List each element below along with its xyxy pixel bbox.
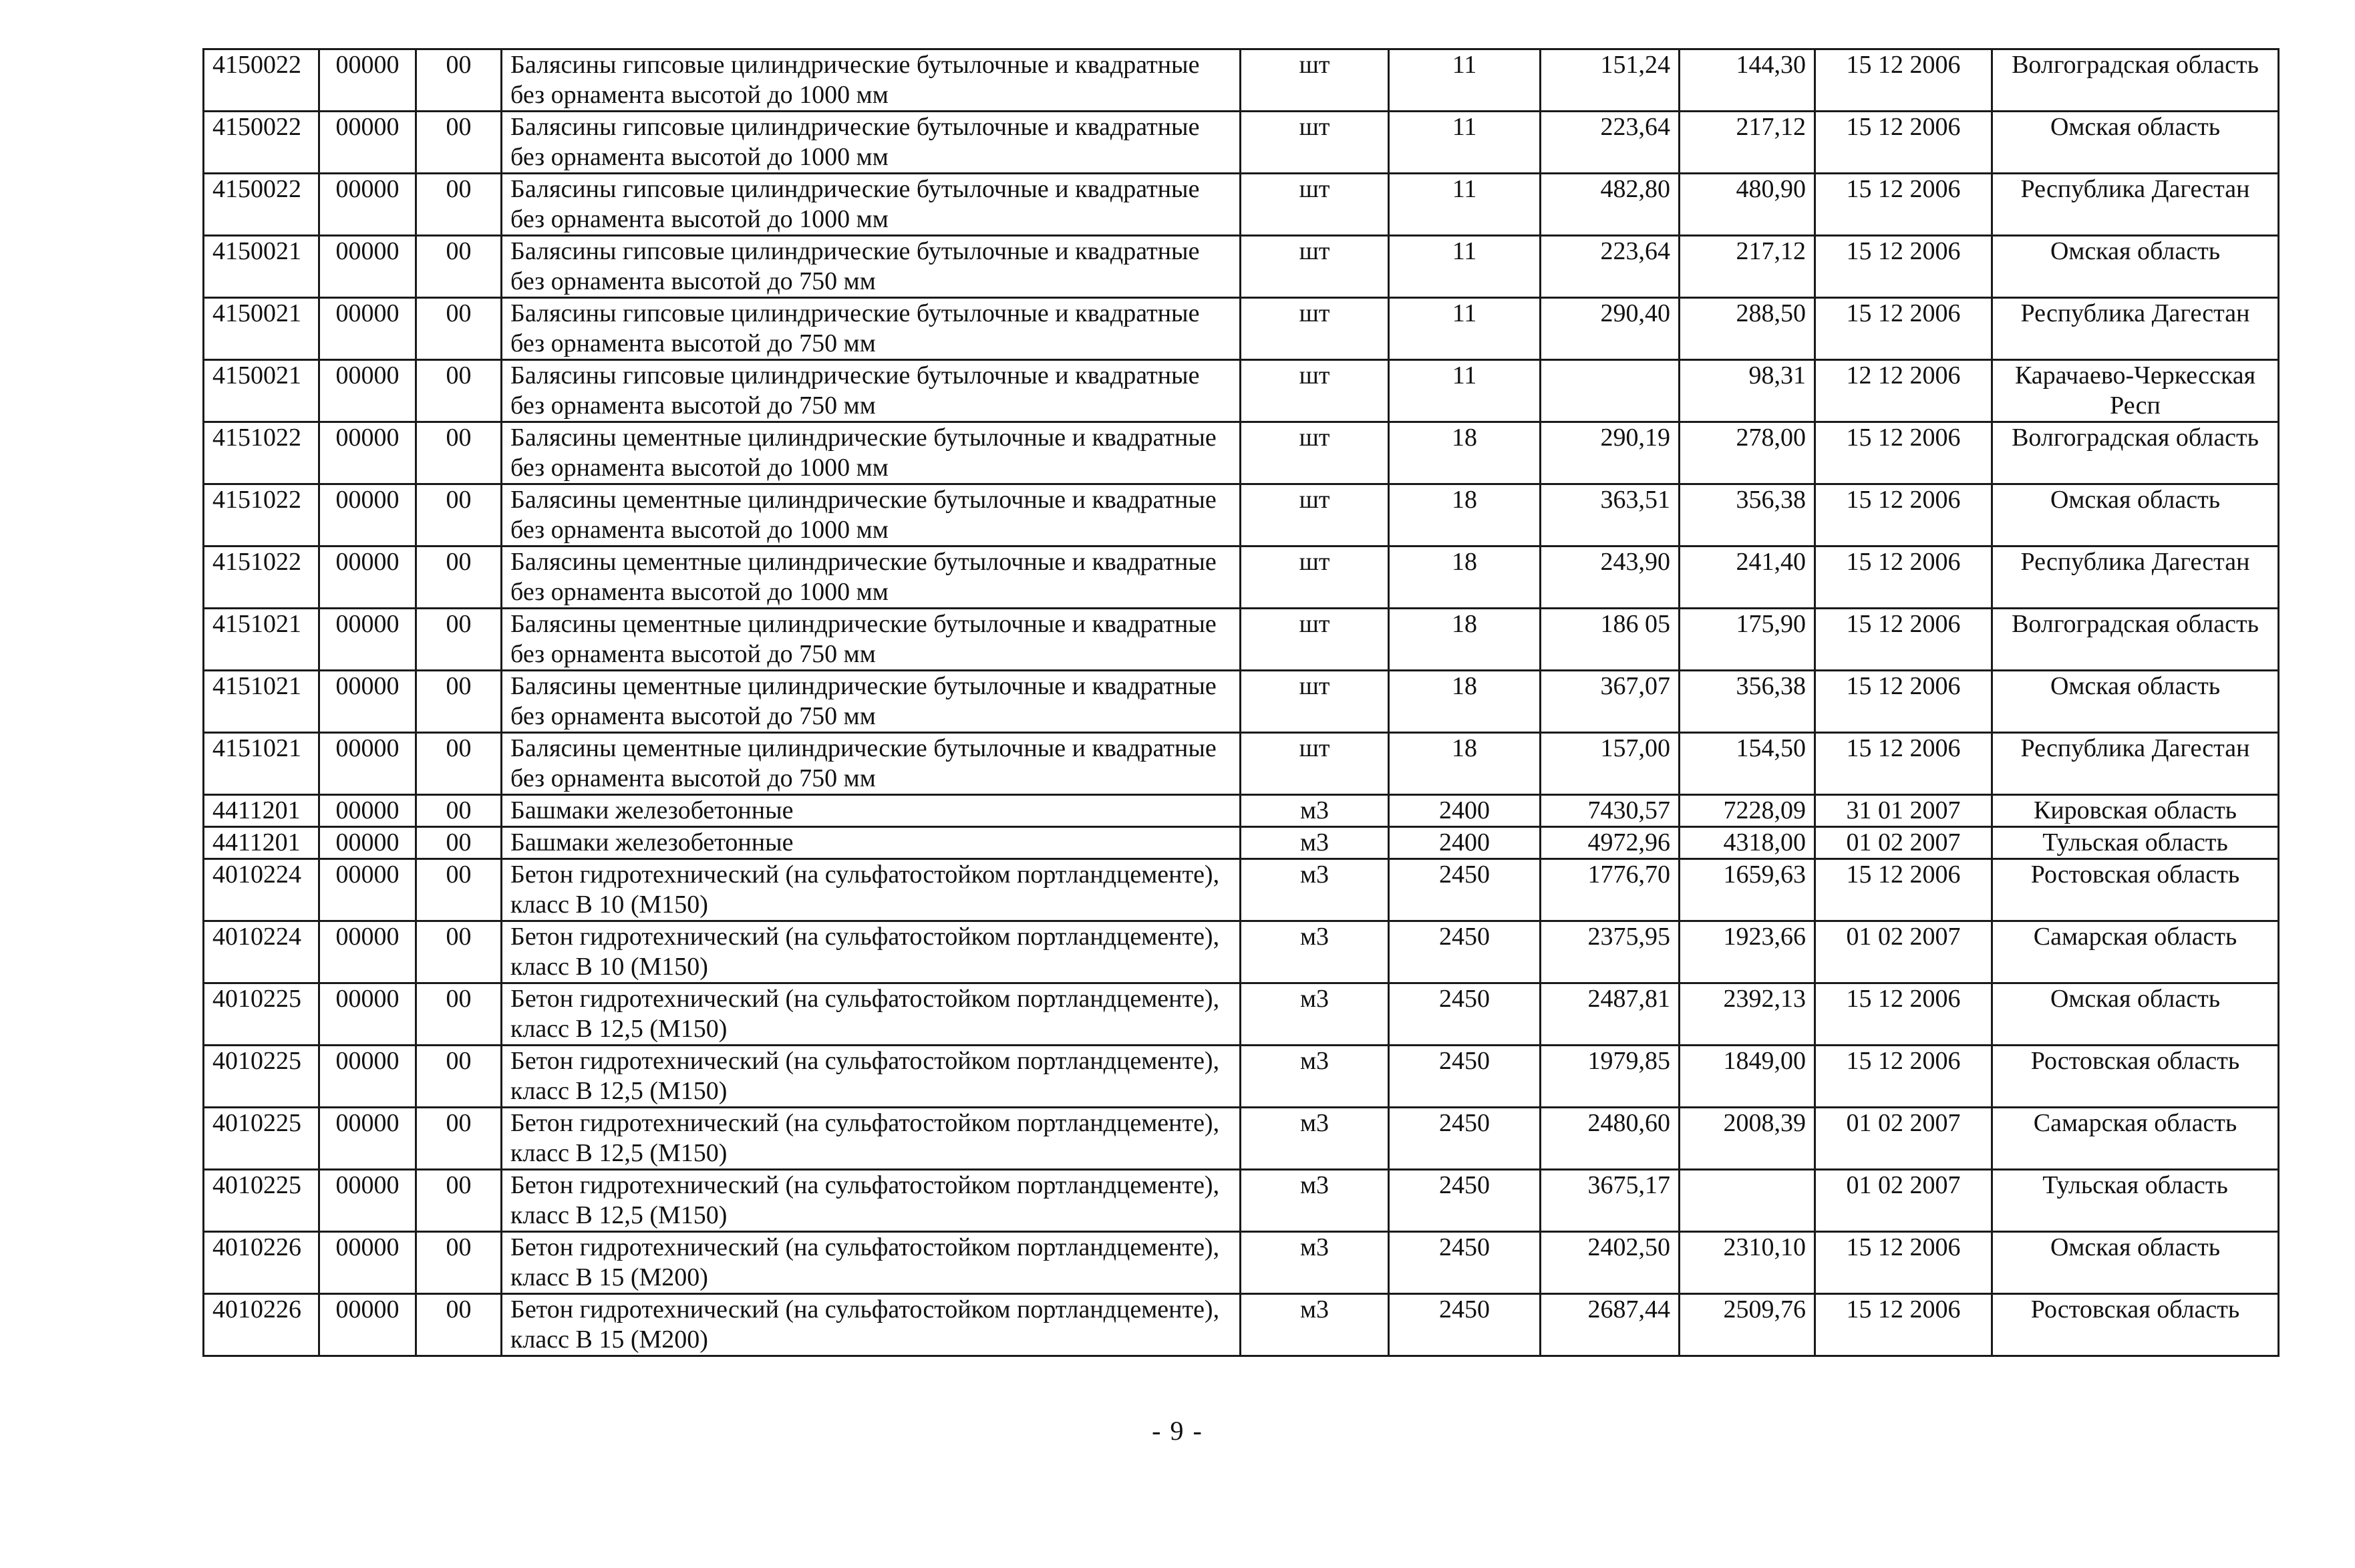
suffix-cell: 00 — [416, 484, 502, 546]
subcode-cell: 00000 — [319, 733, 416, 795]
region-cell: Самарская область — [1992, 1108, 2279, 1170]
suffix-cell: 00 — [416, 49, 502, 112]
subcode-cell: 00000 — [319, 921, 416, 983]
unit-cell: шт — [1241, 174, 1389, 236]
region-cell: Республика Дагестан — [1992, 298, 2279, 360]
unit-cell: м3 — [1241, 859, 1389, 921]
price-current-cell: 2402,50 — [1541, 1232, 1680, 1294]
subcode-cell: 00000 — [319, 1170, 416, 1232]
date-cell: 15 12 2006 — [1815, 1294, 1992, 1356]
region-cell: Волгоградская область — [1992, 49, 2279, 112]
price-base-cell: 2008,39 — [1680, 1108, 1815, 1170]
weight-cell: 2450 — [1389, 1170, 1541, 1232]
weight-cell: 18 — [1389, 546, 1541, 609]
suffix-cell: 00 — [416, 546, 502, 609]
weight-cell: 2450 — [1389, 1108, 1541, 1170]
unit-cell: шт — [1241, 49, 1389, 112]
suffix-cell: 00 — [416, 921, 502, 983]
region-cell: Омская область — [1992, 983, 2279, 1046]
unit-cell: м3 — [1241, 1046, 1389, 1108]
price-current-cell: 482,80 — [1541, 174, 1680, 236]
subcode-cell: 00000 — [319, 484, 416, 546]
table-row — [204, 859, 2279, 921]
unit-cell: шт — [1241, 360, 1389, 422]
name-cell: Балясины гипсовые цилиндрические бутылочные и квадратные без орнамента высотой до 1000 мм — [502, 112, 1241, 174]
suffix-cell: 00 — [416, 733, 502, 795]
price-current-cell: 2687,44 — [1541, 1294, 1680, 1356]
weight-cell: 2400 — [1389, 795, 1541, 827]
subcode-cell: 00000 — [319, 983, 416, 1046]
weight-cell: 11 — [1389, 174, 1541, 236]
name-cell: Балясины цементные цилиндрические бутылочные и квадратные без орнамента высотой до 750 мм — [502, 609, 1241, 671]
price-current-cell: 2375,95 — [1541, 921, 1680, 983]
table-row — [204, 1294, 2279, 1356]
price-current-cell: 151,24 — [1541, 49, 1680, 112]
weight-cell: 2450 — [1389, 1046, 1541, 1108]
weight-cell: 11 — [1389, 112, 1541, 174]
price-table — [202, 48, 2280, 1357]
price-current-cell: 157,00 — [1541, 733, 1680, 795]
code-cell: 4151022 — [204, 484, 319, 546]
date-cell: 01 02 2007 — [1815, 827, 1992, 859]
weight-cell: 18 — [1389, 733, 1541, 795]
date-cell: 15 12 2006 — [1815, 174, 1992, 236]
price-base-cell: 356,38 — [1680, 484, 1815, 546]
name-cell: Бетон гидротехнический (на сульфатостойком портландцементе), класс В 10 (М150) — [502, 921, 1241, 983]
region-cell: Волгоградская область — [1992, 609, 2279, 671]
region-cell: Тульская область — [1992, 1170, 2279, 1232]
name-cell: Бетон гидротехнический (на сульфатостойком портландцементе), класс В 15 (М200) — [502, 1294, 1241, 1356]
weight-cell: 18 — [1389, 422, 1541, 484]
price-base-cell: 217,12 — [1680, 236, 1815, 298]
date-cell: 01 02 2007 — [1815, 921, 1992, 983]
name-cell: Балясины гипсовые цилиндрические бутылочные и квадратные без орнамента высотой до 750 мм — [502, 298, 1241, 360]
code-cell: 4411201 — [204, 795, 319, 827]
price-current-cell: 290,40 — [1541, 298, 1680, 360]
price-base-cell: 217,12 — [1680, 112, 1815, 174]
table-row — [204, 298, 2279, 360]
suffix-cell: 00 — [416, 112, 502, 174]
price-base-cell: 1659,63 — [1680, 859, 1815, 921]
price-base-cell: 1923,66 — [1680, 921, 1815, 983]
date-cell: 31 01 2007 — [1815, 795, 1992, 827]
price-current-cell: 1979,85 — [1541, 1046, 1680, 1108]
suffix-cell: 00 — [416, 983, 502, 1046]
unit-cell: шт — [1241, 112, 1389, 174]
subcode-cell: 00000 — [319, 174, 416, 236]
region-cell: Тульская область — [1992, 827, 2279, 859]
name-cell: Балясины гипсовые цилиндрические бутылочные и квадратные без орнамента высотой до 1000 мм — [502, 49, 1241, 112]
table-row — [204, 236, 2279, 298]
subcode-cell: 00000 — [319, 422, 416, 484]
unit-cell: шт — [1241, 484, 1389, 546]
date-cell: 01 02 2007 — [1815, 1170, 1992, 1232]
subcode-cell: 00000 — [319, 298, 416, 360]
suffix-cell: 00 — [416, 236, 502, 298]
price-current-cell: 367,07 — [1541, 671, 1680, 733]
region-cell: Омская область — [1992, 484, 2279, 546]
date-cell: 15 12 2006 — [1815, 983, 1992, 1046]
suffix-cell: 00 — [416, 859, 502, 921]
weight-cell: 11 — [1389, 360, 1541, 422]
price-current-cell — [1541, 360, 1680, 422]
suffix-cell: 00 — [416, 422, 502, 484]
region-cell: Карачаево-Черкесская Респ — [1992, 360, 2279, 422]
name-cell: Башмаки железобетонные — [502, 795, 1241, 827]
code-cell: 4010226 — [204, 1232, 319, 1294]
price-base-cell: 2310,10 — [1680, 1232, 1815, 1294]
unit-cell: шт — [1241, 546, 1389, 609]
region-cell: Омская область — [1992, 671, 2279, 733]
date-cell: 12 12 2006 — [1815, 360, 1992, 422]
name-cell: Бетон гидротехнический (на сульфатостойком портландцементе), класс В 12,5 (М150) — [502, 983, 1241, 1046]
name-cell: Башмаки железобетонные — [502, 827, 1241, 859]
subcode-cell: 00000 — [319, 1046, 416, 1108]
weight-cell: 2450 — [1389, 921, 1541, 983]
weight-cell: 11 — [1389, 49, 1541, 112]
name-cell: Бетон гидротехнический (на сульфатостойком портландцементе), класс В 15 (М200) — [502, 1232, 1241, 1294]
code-cell: 4150022 — [204, 49, 319, 112]
table-row — [204, 112, 2279, 174]
weight-cell: 2450 — [1389, 1294, 1541, 1356]
weight-cell: 18 — [1389, 484, 1541, 546]
subcode-cell: 00000 — [319, 546, 416, 609]
price-base-cell: 288,50 — [1680, 298, 1815, 360]
table-row — [204, 1046, 2279, 1108]
date-cell: 15 12 2006 — [1815, 546, 1992, 609]
page-number: - 9 - — [1152, 1416, 1203, 1446]
unit-cell: шт — [1241, 298, 1389, 360]
date-cell: 15 12 2006 — [1815, 671, 1992, 733]
date-cell: 15 12 2006 — [1815, 859, 1992, 921]
price-base-cell: 98,31 — [1680, 360, 1815, 422]
code-cell: 4150021 — [204, 298, 319, 360]
region-cell: Республика Дагестан — [1992, 733, 2279, 795]
unit-cell: м3 — [1241, 795, 1389, 827]
code-cell: 4150022 — [204, 112, 319, 174]
unit-cell: шт — [1241, 422, 1389, 484]
code-cell: 4151021 — [204, 609, 319, 671]
code-cell: 4150021 — [204, 236, 319, 298]
price-current-cell: 243,90 — [1541, 546, 1680, 609]
subcode-cell: 00000 — [319, 827, 416, 859]
subcode-cell: 00000 — [319, 236, 416, 298]
table-row — [204, 921, 2279, 983]
name-cell: Балясины гипсовые цилиндрические бутылочные и квадратные без орнамента высотой до 1000 мм — [502, 174, 1241, 236]
table-row — [204, 671, 2279, 733]
price-current-cell: 186 05 — [1541, 609, 1680, 671]
region-cell: Ростовская область — [1992, 1046, 2279, 1108]
region-cell: Омская область — [1992, 236, 2279, 298]
code-cell: 4010225 — [204, 1170, 319, 1232]
name-cell: Бетон гидротехнический (на сульфатостойком портландцементе), класс В 12,5 (М150) — [502, 1108, 1241, 1170]
table-body — [204, 49, 2279, 1356]
date-cell: 15 12 2006 — [1815, 1046, 1992, 1108]
region-cell: Кировская область — [1992, 795, 2279, 827]
weight-cell: 18 — [1389, 671, 1541, 733]
price-base-cell — [1680, 1170, 1815, 1232]
price-base-cell: 144,30 — [1680, 49, 1815, 112]
unit-cell: шт — [1241, 733, 1389, 795]
date-cell: 15 12 2006 — [1815, 733, 1992, 795]
unit-cell: м3 — [1241, 1294, 1389, 1356]
suffix-cell: 00 — [416, 360, 502, 422]
date-cell: 15 12 2006 — [1815, 112, 1992, 174]
table-row — [204, 827, 2279, 859]
code-cell: 4010224 — [204, 921, 319, 983]
table-row — [204, 174, 2279, 236]
weight-cell: 2400 — [1389, 827, 1541, 859]
price-current-cell: 363,51 — [1541, 484, 1680, 546]
unit-cell: м3 — [1241, 1170, 1389, 1232]
code-cell: 4151021 — [204, 733, 319, 795]
name-cell: Балясины цементные цилиндрические бутылочные и квадратные без орнамента высотой до 1000 мм — [502, 422, 1241, 484]
price-base-cell: 175,90 — [1680, 609, 1815, 671]
subcode-cell: 00000 — [319, 859, 416, 921]
name-cell: Бетон гидротехнический (на сульфатостойком портландцементе), класс В 12,5 (М150) — [502, 1170, 1241, 1232]
table-row — [204, 1170, 2279, 1232]
price-base-cell: 2509,76 — [1680, 1294, 1815, 1356]
code-cell: 4411201 — [204, 827, 319, 859]
weight-cell: 18 — [1389, 609, 1541, 671]
suffix-cell: 00 — [416, 174, 502, 236]
suffix-cell: 00 — [416, 1232, 502, 1294]
weight-cell: 11 — [1389, 236, 1541, 298]
suffix-cell: 00 — [416, 1294, 502, 1356]
region-cell: Самарская область — [1992, 921, 2279, 983]
price-current-cell: 2480,60 — [1541, 1108, 1680, 1170]
region-cell: Омская область — [1992, 1232, 2279, 1294]
unit-cell: шт — [1241, 671, 1389, 733]
table-row — [204, 795, 2279, 827]
name-cell: Балясины гипсовые цилиндрические бутылочные и квадратные без орнамента высотой до 750 мм — [502, 360, 1241, 422]
price-current-cell: 4972,96 — [1541, 827, 1680, 859]
table-row — [204, 983, 2279, 1046]
unit-cell: м3 — [1241, 827, 1389, 859]
date-cell: 15 12 2006 — [1815, 609, 1992, 671]
name-cell: Балясины гипсовые цилиндрические бутылочные и квадратные без орнамента высотой до 750 мм — [502, 236, 1241, 298]
price-base-cell: 7228,09 — [1680, 795, 1815, 827]
price-base-cell: 356,38 — [1680, 671, 1815, 733]
price-current-cell: 223,64 — [1541, 236, 1680, 298]
region-cell: Волгоградская область — [1992, 422, 2279, 484]
region-cell: Республика Дагестан — [1992, 546, 2279, 609]
date-cell: 15 12 2006 — [1815, 298, 1992, 360]
weight-cell: 2450 — [1389, 1232, 1541, 1294]
unit-cell: м3 — [1241, 983, 1389, 1046]
region-cell: Ростовская область — [1992, 859, 2279, 921]
code-cell: 4010225 — [204, 983, 319, 1046]
unit-cell: шт — [1241, 609, 1389, 671]
name-cell: Балясины цементные цилиндрические бутылочные и квадратные без орнамента высотой до 1000 мм — [502, 484, 1241, 546]
price-base-cell: 1849,00 — [1680, 1046, 1815, 1108]
table-row — [204, 1108, 2279, 1170]
subcode-cell: 00000 — [319, 112, 416, 174]
suffix-cell: 00 — [416, 1108, 502, 1170]
table-row — [204, 484, 2279, 546]
date-cell: 15 12 2006 — [1815, 484, 1992, 546]
unit-cell: м3 — [1241, 1232, 1389, 1294]
date-cell: 15 12 2006 — [1815, 236, 1992, 298]
code-cell: 4010225 — [204, 1046, 319, 1108]
weight-cell: 11 — [1389, 298, 1541, 360]
name-cell: Бетон гидротехнический (на сульфатостойком портландцементе), класс В 12,5 (М150) — [502, 1046, 1241, 1108]
code-cell: 4010226 — [204, 1294, 319, 1356]
subcode-cell: 00000 — [319, 49, 416, 112]
suffix-cell: 00 — [416, 298, 502, 360]
unit-cell: м3 — [1241, 1108, 1389, 1170]
code-cell: 4151021 — [204, 671, 319, 733]
price-base-cell: 2392,13 — [1680, 983, 1815, 1046]
price-base-cell: 4318,00 — [1680, 827, 1815, 859]
table-row — [204, 360, 2279, 422]
code-cell: 4010224 — [204, 859, 319, 921]
code-cell: 4150022 — [204, 174, 319, 236]
weight-cell: 2450 — [1389, 859, 1541, 921]
name-cell: Балясины цементные цилиндрические бутылочные и квадратные без орнамента высотой до 1000 мм — [502, 546, 1241, 609]
price-current-cell: 3675,17 — [1541, 1170, 1680, 1232]
subcode-cell: 00000 — [319, 360, 416, 422]
region-cell: Ростовская область — [1992, 1294, 2279, 1356]
unit-cell: шт — [1241, 236, 1389, 298]
price-current-cell: 2487,81 — [1541, 983, 1680, 1046]
price-base-cell: 154,50 — [1680, 733, 1815, 795]
suffix-cell: 00 — [416, 1046, 502, 1108]
weight-cell: 2450 — [1389, 983, 1541, 1046]
name-cell: Бетон гидротехнический (на сульфатостойком портландцементе), класс В 10 (М150) — [502, 859, 1241, 921]
suffix-cell: 00 — [416, 795, 502, 827]
price-base-cell: 241,40 — [1680, 546, 1815, 609]
date-cell: 15 12 2006 — [1815, 1232, 1992, 1294]
suffix-cell: 00 — [416, 609, 502, 671]
table-row — [204, 49, 2279, 112]
code-cell: 4150021 — [204, 360, 319, 422]
subcode-cell: 00000 — [319, 671, 416, 733]
region-cell: Омская область — [1992, 112, 2279, 174]
date-cell: 15 12 2006 — [1815, 49, 1992, 112]
date-cell: 15 12 2006 — [1815, 422, 1992, 484]
code-cell: 4010225 — [204, 1108, 319, 1170]
price-current-cell: 223,64 — [1541, 112, 1680, 174]
subcode-cell: 00000 — [319, 1232, 416, 1294]
subcode-cell: 00000 — [319, 1108, 416, 1170]
unit-cell: м3 — [1241, 921, 1389, 983]
price-base-cell: 480,90 — [1680, 174, 1815, 236]
price-current-cell: 7430,57 — [1541, 795, 1680, 827]
table-row — [204, 733, 2279, 795]
table-row — [204, 422, 2279, 484]
subcode-cell: 00000 — [319, 795, 416, 827]
price-base-cell: 278,00 — [1680, 422, 1815, 484]
price-current-cell: 290,19 — [1541, 422, 1680, 484]
table-row — [204, 609, 2279, 671]
name-cell: Балясины цементные цилиндрические бутылочные и квадратные без орнамента высотой до 750 мм — [502, 671, 1241, 733]
table-row — [204, 1232, 2279, 1294]
name-cell: Балясины цементные цилиндрические бутылочные и квадратные без орнамента высотой до 750 мм — [502, 733, 1241, 795]
date-cell: 01 02 2007 — [1815, 1108, 1992, 1170]
code-cell: 4151022 — [204, 546, 319, 609]
price-current-cell: 1776,70 — [1541, 859, 1680, 921]
suffix-cell: 00 — [416, 671, 502, 733]
subcode-cell: 00000 — [319, 1294, 416, 1356]
suffix-cell: 00 — [416, 827, 502, 859]
code-cell: 4151022 — [204, 422, 319, 484]
region-cell: Республика Дагестан — [1992, 174, 2279, 236]
subcode-cell: 00000 — [319, 609, 416, 671]
suffix-cell: 00 — [416, 1170, 502, 1232]
table-row — [204, 546, 2279, 609]
